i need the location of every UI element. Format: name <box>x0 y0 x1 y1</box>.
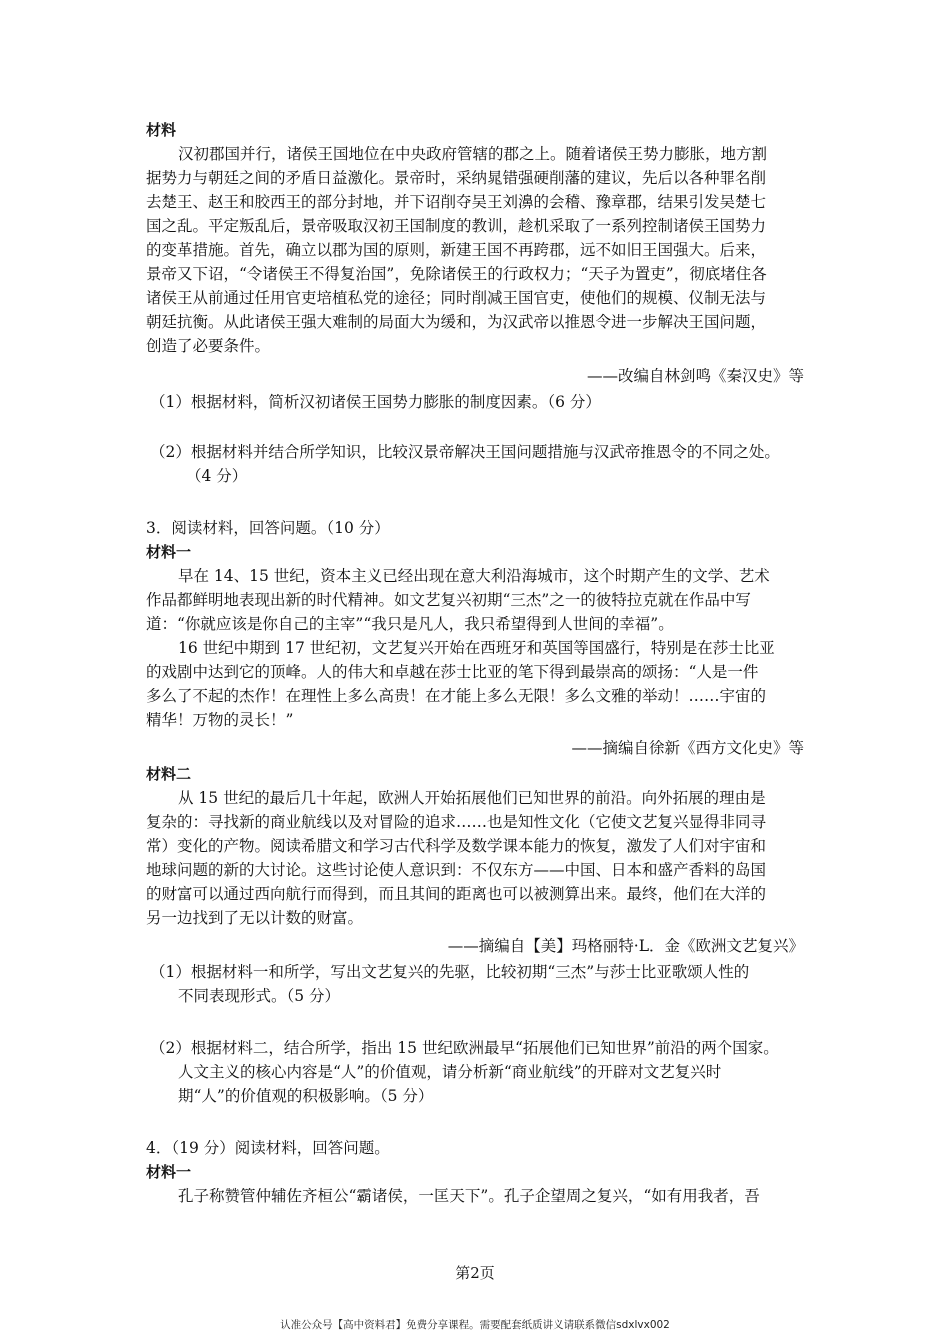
paragraph-line: 道：“你就应该是你自己的主宰”“我只是凡人，我只希望得到人世间的幸福”。 <box>146 615 674 633</box>
page-number: 第2页 <box>455 1264 495 1282</box>
paragraph-line: 的变革措施。首先，确立以郡为国的原则，新建王国不再跨郡，远不如旧王国强大。后来， <box>146 241 767 259</box>
material-2-label: 材料二 <box>146 765 192 783</box>
paragraph-line: 朝廷抗衡。从此诸侯王强大难制的局面大为缓和，为汉武帝以推恩令进一步解决王国问题， <box>146 313 767 331</box>
question-4-heading: 4．（19 分）阅读材料，回答问题。 <box>146 1139 390 1157</box>
question-3-1: （1）根据材料一和所学，写出文艺复兴的先驱，比较初期“三杰”与莎士比亚歌颂人性的 <box>150 963 750 981</box>
paragraph-line: 汉初郡国并行，诸侯王国地位在中央政府管辖的郡之上。随着诸侯王势力膨胀，地方割 <box>178 145 768 163</box>
paragraph-line: 精华！万物的灵长！” <box>146 711 294 729</box>
paragraph-line: 地球问题的新的大讨论。这些讨论使人意识到：不仅东方——中国、日本和盛产香料的岛国 <box>146 861 767 879</box>
paragraph-line: 早在 14、15 世纪，资本主义已经出现在意大利沿海城市，这个时期产生的文学、艺术 <box>178 567 770 585</box>
paragraph-line: 从 15 世纪的最后几十年起，欧洲人开始拓展他们已知世界的前沿。向外拓展的理由是 <box>178 789 766 807</box>
paragraph-line: 的戏剧中达到它的顶峰。人的伟大和卓越在莎士比亚的笔下得到最崇高的颂扬：“人是一件 <box>146 663 759 681</box>
question-2: （2）根据材料并结合所学知识，比较汉景帝解决王国问题措施与汉武帝推恩令的不同之处。 <box>150 443 780 461</box>
footer-note: 认准公众号【高中资料君】免费分享课程。需要配套纸质讲义请联系微信sdxlvx002 <box>280 1319 670 1331</box>
question-3-1-cont: 不同表现形式。（5 分） <box>178 987 341 1005</box>
paragraph-line: 复杂的：寻找新的商业航线以及对冒险的追求……也是知性文化（它使文艺复兴显得非同寻 <box>146 813 767 831</box>
paragraph-line: 16 世纪中期到 17 世纪初，文艺复兴开始在西班牙和英国等国盛行，特别是在莎士比亚 <box>178 639 775 657</box>
question-3-2-cont: 期“人”的价值观的积极影响。（5 分） <box>178 1087 434 1105</box>
paragraph-line: 常）变化的产物。阅读希腊文和学习古代科学及数学课本能力的恢复，激发了人们对宇宙和 <box>146 837 767 855</box>
paragraph-line: 去楚王、赵王和胶西王的部分封地，并下诏削夺吴王刘濞的会稽、豫章郡，结果引发吴楚七 <box>146 193 767 211</box>
material-label: 材料 <box>146 121 177 139</box>
source-citation: ——摘编自【美】玛格丽特·L．金《欧洲文艺复兴》 <box>447 937 804 955</box>
paragraph-line: 国之乱。平定叛乱后，景帝吸取汉初王国制度的教训，趁机采取了一系列控制诸侯王国势力 <box>146 217 767 235</box>
material-1-label: 材料一 <box>146 1163 192 1181</box>
source-citation: ——改编自林剑鸣《秦汉史》等 <box>586 367 804 385</box>
question-3-2: （2）根据材料二，结合所学，指出 15 世纪欧洲最早“拓展他们已知世界”前沿的两个国家。 <box>150 1039 779 1057</box>
paragraph-line: 的财富可以通过西向航行而得到，而且其间的距离也可以被测算出来。最终，他们在大洋的 <box>146 885 767 903</box>
paragraph-line: 孔子称赞管仲辅佐齐桓公“霸诸侯，一匡天下”。孔子企望周之复兴，“如有用我者，吾 <box>178 1187 760 1205</box>
material-1-label: 材料一 <box>146 543 192 561</box>
paragraph-line: 景帝又下诏，“令诸侯王不得复治国”，免除诸侯王的行政权力；“天子为置吏”，彻底堵住各 <box>146 265 767 283</box>
question-3-2-cont: 人文主义的核心内容是“人”的价值观，请分析新“商业航线”的开辟对文艺复兴时 <box>178 1063 722 1081</box>
source-citation: ——摘编自徐新《西方文化史》等 <box>571 739 804 757</box>
paragraph-line: 诸侯王从前通过任用官吏培植私党的途径；同时削减王国官吏，使他们的规模、仪制无法与 <box>146 289 767 307</box>
paragraph-line: 据势力与朝廷之间的矛盾日益激化。景帝时，采纳晁错强硬削藩的建议，先后以各种罪名削 <box>146 169 767 187</box>
paragraph-line: 另一边找到了无以计数的财富。 <box>146 909 364 927</box>
paragraph-line: 多么了不起的杰作！在理性上多么高贵！在才能上多么无限！多么文雅的举动！……宇宙的 <box>146 687 767 705</box>
question-2-points: （4 分） <box>186 467 248 485</box>
question-1: （1）根据材料，简析汉初诸侯王国势力膨胀的制度因素。（6 分） <box>150 393 601 411</box>
question-3-heading: 3．阅读材料，回答问题。（10 分） <box>146 519 390 537</box>
paragraph-line: 创造了必要条件。 <box>146 337 271 355</box>
paragraph-line: 作品都鲜明地表现出新的时代精神。如文艺复兴初期“三杰”之一的彼特拉克就在作品中写 <box>146 591 751 609</box>
